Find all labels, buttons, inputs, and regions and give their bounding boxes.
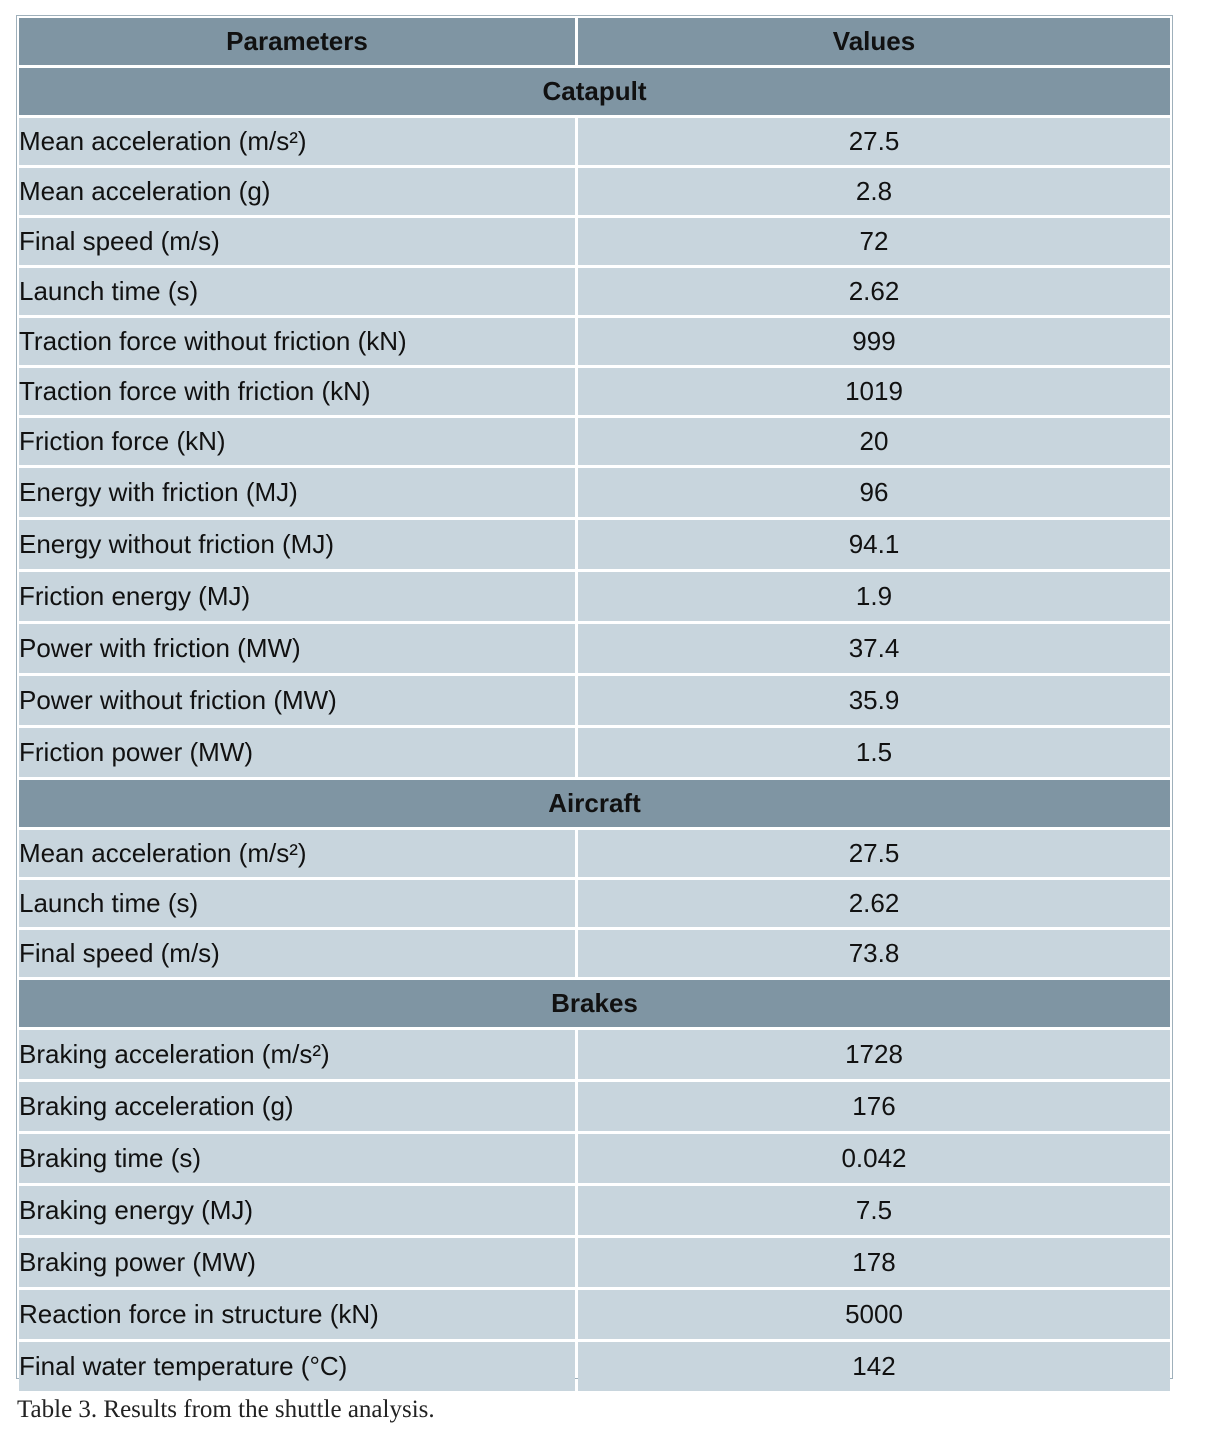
- table-row: [19, 1342, 1170, 1391]
- parameter-cell: Launch time (s): [19, 880, 575, 927]
- table-row: [19, 572, 1170, 621]
- value-cell: 94.1: [578, 520, 1170, 569]
- parameter-cell: Final speed (m/s): [19, 930, 575, 977]
- parameter-cell: Power without friction (MW): [19, 676, 575, 725]
- table-header-row: [19, 18, 1170, 65]
- value-cell: 0.042: [578, 1134, 1170, 1183]
- parameter-cell: Mean acceleration (g): [19, 168, 575, 215]
- parameter-cell: Friction energy (MJ): [19, 572, 575, 621]
- value-cell: 2.62: [578, 880, 1170, 927]
- parameter-cell: Braking acceleration (m/s²): [19, 1030, 575, 1079]
- table-row: [19, 830, 1170, 877]
- parameter-cell: Mean acceleration (m/s²): [19, 118, 575, 165]
- table-row: [19, 930, 1170, 977]
- table-row: [19, 218, 1170, 265]
- section-title-aircraft: Aircraft: [19, 780, 1170, 827]
- section-title-brakes: Brakes: [19, 980, 1170, 1027]
- parameter-cell: Traction force without friction (kN): [19, 318, 575, 365]
- parameter-cell: Braking time (s): [19, 1134, 575, 1183]
- table-row: [19, 268, 1170, 315]
- table-row: [19, 1030, 1170, 1079]
- value-cell: 35.9: [578, 676, 1170, 725]
- table-row: [19, 368, 1170, 415]
- parameter-cell: Power with friction (MW): [19, 624, 575, 673]
- table-row: [19, 880, 1170, 927]
- table-body: [19, 68, 1170, 1391]
- value-cell: 1.9: [578, 572, 1170, 621]
- parameter-cell: Braking power (MW): [19, 1238, 575, 1287]
- section-header-row: [19, 980, 1170, 1027]
- value-cell: 176: [578, 1082, 1170, 1131]
- value-cell: 1019: [578, 368, 1170, 415]
- table-row: [19, 624, 1170, 673]
- table-row: [19, 418, 1170, 465]
- section-header-row: [19, 780, 1170, 827]
- column-header-parameters: Parameters: [19, 18, 575, 65]
- value-cell: 2.8: [578, 168, 1170, 215]
- results-table: [16, 15, 1173, 1394]
- table-row: [19, 1238, 1170, 1287]
- table-row: [19, 676, 1170, 725]
- value-cell: 37.4: [578, 624, 1170, 673]
- value-cell: 5000: [578, 1290, 1170, 1339]
- table-row: [19, 318, 1170, 365]
- parameter-cell: Braking energy (MJ): [19, 1186, 575, 1235]
- parameter-cell: Braking acceleration (g): [19, 1082, 575, 1131]
- value-cell: 73.8: [578, 930, 1170, 977]
- parameter-cell: Traction force with friction (kN): [19, 368, 575, 415]
- value-cell: 999: [578, 318, 1170, 365]
- value-cell: 178: [578, 1238, 1170, 1287]
- parameter-cell: Reaction force in structure (kN): [19, 1290, 575, 1339]
- table-row: [19, 728, 1170, 777]
- table-row: [19, 1186, 1170, 1235]
- parameter-cell: Energy with friction (MJ): [19, 468, 575, 517]
- value-cell: 72: [578, 218, 1170, 265]
- column-header-values: Values: [578, 18, 1170, 65]
- table-row: [19, 468, 1170, 517]
- table-caption: Table 3. Results from the shuttle analysis.: [17, 1396, 435, 1423]
- value-cell: 142: [578, 1342, 1170, 1391]
- parameter-cell: Final speed (m/s): [19, 218, 575, 265]
- parameter-cell: Final water temperature (°C): [19, 1342, 575, 1391]
- table-row: [19, 168, 1170, 215]
- parameter-cell: Friction power (MW): [19, 728, 575, 777]
- table-row: [19, 118, 1170, 165]
- value-cell: 1.5: [578, 728, 1170, 777]
- value-cell: 7.5: [578, 1186, 1170, 1235]
- section-header-row: [19, 68, 1170, 115]
- table-row: [19, 1134, 1170, 1183]
- section-title-catapult: Catapult: [19, 68, 1170, 115]
- table-row: [19, 1290, 1170, 1339]
- value-cell: 20: [578, 418, 1170, 465]
- value-cell: 27.5: [578, 118, 1170, 165]
- value-cell: 1728: [578, 1030, 1170, 1079]
- parameter-cell: Mean acceleration (m/s²): [19, 830, 575, 877]
- parameter-cell: Energy without friction (MJ): [19, 520, 575, 569]
- value-cell: 2.62: [578, 268, 1170, 315]
- table-row: [19, 520, 1170, 569]
- parameter-cell: Launch time (s): [19, 268, 575, 315]
- results-table-frame: [16, 15, 1173, 1379]
- value-cell: 96: [578, 468, 1170, 517]
- value-cell: 27.5: [578, 830, 1170, 877]
- table-row: [19, 1082, 1170, 1131]
- parameter-cell: Friction force (kN): [19, 418, 575, 465]
